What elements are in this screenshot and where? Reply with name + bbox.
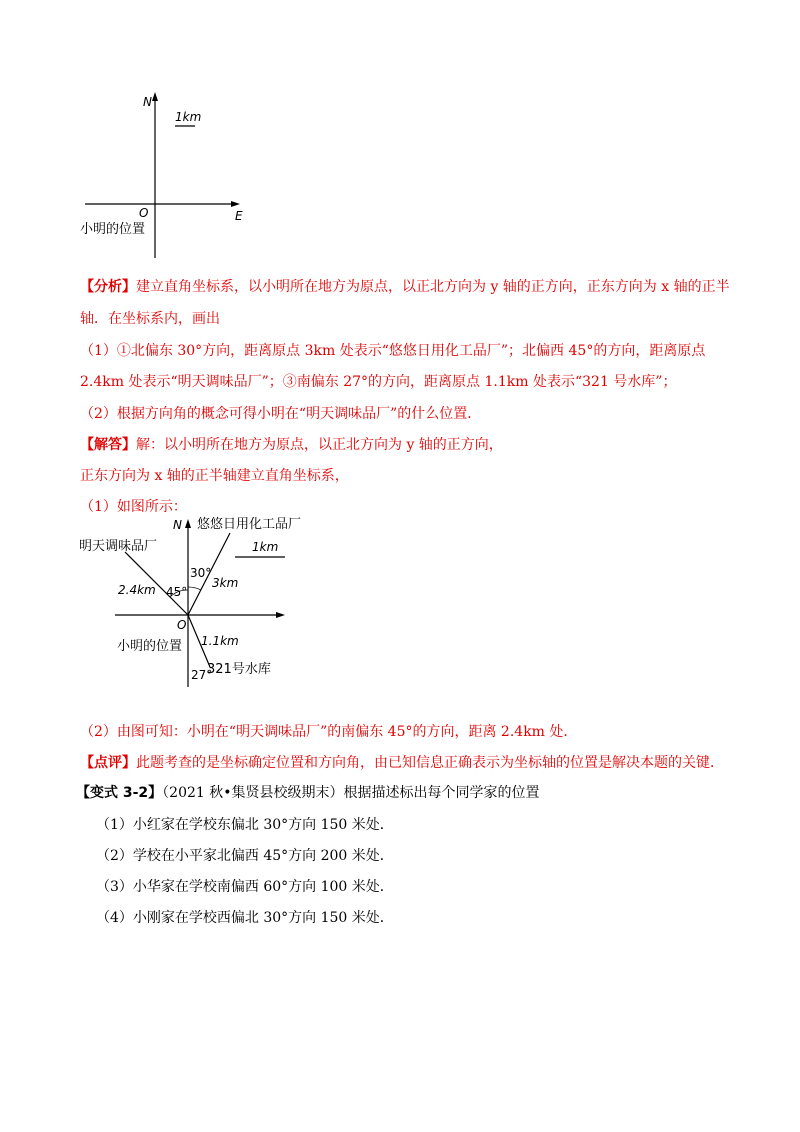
n-label: N bbox=[143, 95, 152, 109]
factory-label: 悠悠日用化工品厂 bbox=[197, 517, 302, 532]
reservoir-label: 321号水库 bbox=[207, 662, 271, 677]
comment-text: 此题考查的是坐标确定位置和方向角，由已知信息正确表示为坐标轴的位置是解决本题的关键． bbox=[136, 755, 724, 771]
dist-24-label: 2.4km bbox=[118, 583, 156, 597]
figure-1-coordinate-diagram bbox=[75, 88, 255, 263]
solution-line-2: 正东方向为 x 轴的正半轴建立直角坐标系， bbox=[80, 468, 349, 484]
x-axis-arrow bbox=[231, 201, 240, 207]
analysis-line-3: （1）①北偏东 30°方向，距离原点 3km 处表示“悠悠日用化工品厂”；北偏西 45°的方向，距离原点 bbox=[80, 343, 706, 359]
variant-source: （2021 秋•集贤县校级期末）根据描述标出每个同学家的位置 bbox=[162, 785, 540, 801]
scale-label: 1km bbox=[175, 110, 202, 124]
seasoning-label: 明天调味品厂 bbox=[79, 539, 158, 554]
east-arrow bbox=[276, 612, 285, 618]
solution-tag: 【解答】 bbox=[80, 437, 136, 453]
position-label: 小明的位置 bbox=[80, 222, 146, 237]
variant-item-3: （3）小华家在学校南偏西 60°方向 100 米处． bbox=[96, 879, 394, 895]
analysis-line-4: 2.4km 处表示“明天调味品厂”；③南偏东 27°的方向，距离原点 1.1km 处表示“321 号水库”； bbox=[80, 374, 677, 390]
solution-line-3: （1）如图所示： bbox=[80, 499, 187, 515]
y-axis-arrow bbox=[152, 92, 158, 101]
analysis-tag: 【分析】 bbox=[80, 279, 136, 295]
origin-label: O bbox=[177, 618, 187, 632]
n-label: N bbox=[173, 518, 182, 532]
variant-item-4: （4）小刚家在学校西偏北 30°方向 150 米处． bbox=[96, 910, 394, 926]
analysis-line-5: （2）根据方向角的概念可得小明在“明天调味品厂”的什么位置． bbox=[80, 406, 482, 422]
north-arrow bbox=[185, 519, 191, 528]
analysis-line-2: 轴．在坐标系内，画出 bbox=[80, 311, 220, 327]
analysis-text-1: 建立直角坐标系，以小明所在地方为原点，以正北方向为 y 轴的正方向，正东方向为 x 轴的正半 bbox=[136, 279, 730, 295]
variant-line bbox=[76, 783, 540, 803]
angle-arc-30 bbox=[188, 587, 201, 590]
solution-text-1: 解：以小明所在地方为原点，以正北方向为 y 轴的正方向， bbox=[136, 437, 503, 453]
position-label: 小明的位置 bbox=[117, 639, 183, 654]
dist-11-label: 1.1km bbox=[201, 634, 239, 648]
angle-27-label: 27° bbox=[191, 668, 213, 682]
variant-tag: 【变式 3-2】 bbox=[76, 785, 163, 801]
variant-item-1: （1）小红家在学校东偏北 30°方向 150 米处． bbox=[96, 817, 394, 833]
scale-label: 1km bbox=[252, 540, 279, 554]
angle-45-label: 45° bbox=[166, 585, 188, 599]
angle-30-label: 30° bbox=[190, 566, 212, 580]
figure-2-direction-diagram bbox=[75, 515, 305, 695]
comment-tag: 【点评】 bbox=[80, 755, 136, 771]
dist-3-label: 3km bbox=[212, 576, 239, 590]
e-label: E bbox=[235, 209, 243, 223]
variant-item-2: （2）学校在小平家北偏西 45°方向 200 米处． bbox=[96, 848, 394, 864]
analysis-line-1 bbox=[80, 277, 730, 297]
solution-line-1 bbox=[80, 435, 503, 455]
comment-line bbox=[80, 753, 724, 773]
answer-2-line: （2）由图可知：小明在“明天调味品厂”的南偏东 45°的方向，距离 2.4km 处． bbox=[80, 724, 578, 740]
origin-label: O bbox=[139, 206, 149, 220]
